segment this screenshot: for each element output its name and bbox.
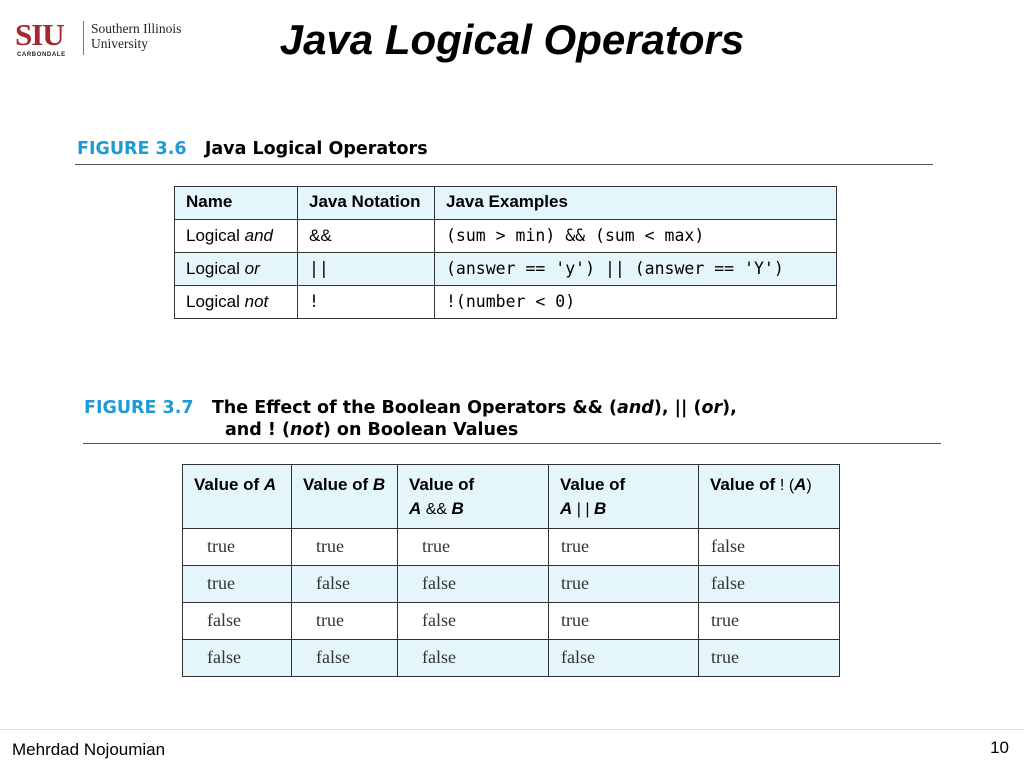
row-notation: ! xyxy=(298,286,435,319)
table-row xyxy=(183,640,840,677)
row-example: (sum > min) && (sum < max) xyxy=(435,220,837,253)
cell-or: true xyxy=(549,529,699,566)
figure2-caption xyxy=(84,397,737,441)
figure2-rule xyxy=(83,443,941,444)
cell-and: true xyxy=(398,529,549,566)
cell-or: true xyxy=(549,603,699,640)
cell-or: false xyxy=(549,640,699,677)
table-header-row xyxy=(183,465,840,529)
header-examples: Java Examples xyxy=(435,187,837,220)
caption-text: ), || ( xyxy=(653,398,702,418)
caption-text: The Effect of the Boolean Operators && ( xyxy=(211,398,618,418)
caption-text: ), xyxy=(722,398,737,418)
boolean-values-table xyxy=(182,464,840,677)
name-op: not xyxy=(244,292,269,311)
table-header-row xyxy=(175,187,837,220)
row-name xyxy=(175,286,298,319)
cell-a: true xyxy=(183,529,292,566)
table-row xyxy=(175,220,837,253)
caption-not: not xyxy=(289,420,323,440)
row-example: !(number < 0) xyxy=(435,286,837,319)
caption-text: ) on Boolean Values xyxy=(322,420,519,440)
figure1-caption xyxy=(77,139,428,159)
row-name xyxy=(175,220,298,253)
name-prefix: Logical xyxy=(186,226,245,245)
figure2-number: FIGURE 3.7 xyxy=(84,398,194,418)
table-row xyxy=(175,286,837,319)
cell-not: false xyxy=(699,566,840,603)
table-row xyxy=(183,529,840,566)
cell-and: false xyxy=(398,603,549,640)
logo-mark: SIU xyxy=(15,17,64,52)
figure2-caption-line2 xyxy=(84,419,737,441)
caption-text: and ! ( xyxy=(225,420,290,440)
name-op: or xyxy=(244,259,260,278)
row-name xyxy=(175,253,298,286)
cell-and: false xyxy=(398,640,549,677)
header-value-a: Value of A xyxy=(183,465,292,529)
header-value-not: Value of ! (A) xyxy=(699,465,840,529)
table-row xyxy=(183,566,840,603)
figure1-rule xyxy=(75,164,933,165)
cell-a: true xyxy=(183,566,292,603)
cell-not: true xyxy=(699,603,840,640)
header-value-b: Value of B xyxy=(292,465,398,529)
logo-line1: Southern Illinois xyxy=(91,21,182,36)
figure2-caption-line1 xyxy=(84,397,737,419)
row-example: (answer == 'y') || (answer == 'Y') xyxy=(435,253,837,286)
page-number: 10 xyxy=(990,738,1009,757)
name-prefix: Logical xyxy=(186,259,245,278)
footer-author: Mehrdad Nojoumian xyxy=(12,740,166,759)
row-notation: || xyxy=(298,253,435,286)
logo-campus: CARBONDALE xyxy=(17,52,66,58)
header-value-and: Value of A && B xyxy=(398,465,549,529)
figure1-number: FIGURE 3.6 xyxy=(77,139,187,159)
cell-and: false xyxy=(398,566,549,603)
header-value-or: Value of A | | B xyxy=(549,465,699,529)
name-op: and xyxy=(244,226,273,245)
cell-or: true xyxy=(549,566,699,603)
figure1-title: Java Logical Operators xyxy=(204,139,428,159)
name-prefix: Logical xyxy=(186,292,245,311)
table-row xyxy=(175,253,837,286)
caption-or: or xyxy=(701,398,723,418)
cell-b: false xyxy=(292,566,398,603)
cell-not: false xyxy=(699,529,840,566)
cell-b: false xyxy=(292,640,398,677)
header-notation: Java Notation xyxy=(298,187,435,220)
table-row xyxy=(183,603,840,640)
logical-operators-table xyxy=(174,186,837,319)
cell-b: true xyxy=(292,529,398,566)
logo-line2: University xyxy=(91,36,148,51)
caption-and: and xyxy=(617,398,654,418)
cell-a: false xyxy=(183,640,292,677)
footer-divider xyxy=(0,729,1024,730)
header-name: Name xyxy=(175,187,298,220)
slide-title: Java Logical Operators xyxy=(279,16,745,63)
cell-a: false xyxy=(183,603,292,640)
row-notation: && xyxy=(298,220,435,253)
cell-b: true xyxy=(292,603,398,640)
cell-not: true xyxy=(699,640,840,677)
